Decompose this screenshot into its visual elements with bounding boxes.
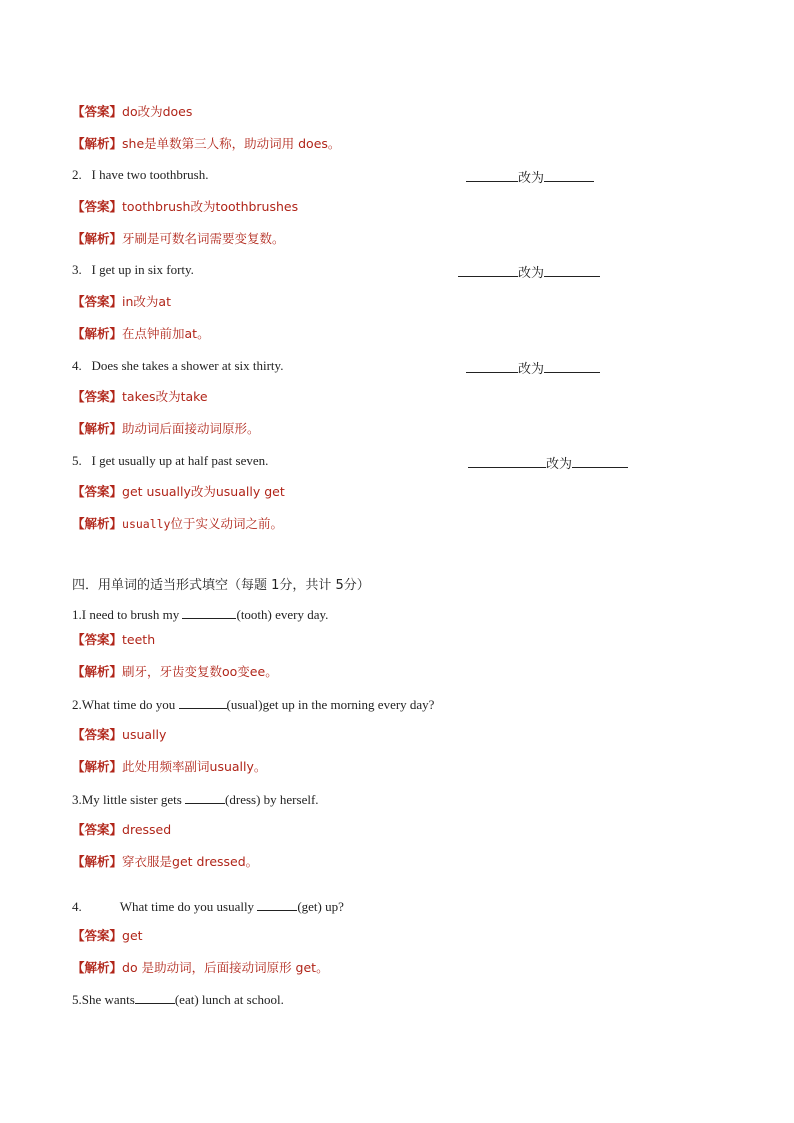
question-text: I get up in six forty. bbox=[91, 262, 194, 277]
question-number: 3. bbox=[72, 262, 82, 277]
question-4 bbox=[72, 358, 283, 374]
blank-right[interactable] bbox=[572, 455, 628, 468]
answer-line-q3 bbox=[72, 822, 171, 838]
analysis-tag: 【解析】 bbox=[72, 136, 123, 151]
blank-left[interactable] bbox=[466, 360, 518, 373]
answer-line-q2 bbox=[72, 727, 166, 743]
question-2 bbox=[72, 167, 208, 183]
fill-blank[interactable] bbox=[179, 696, 227, 709]
analysis-tag: 【解析】 bbox=[72, 421, 123, 436]
answer-tag: 【答案】 bbox=[72, 294, 123, 309]
analysis-tag: 【解析】 bbox=[72, 664, 123, 679]
analysis-text: 在点钟前加at。 bbox=[122, 326, 210, 341]
fill-blank[interactable] bbox=[182, 606, 236, 619]
section-heading: 四．用单词的适当形式填空（每题 1分，共计 5分） bbox=[72, 578, 370, 593]
analysis-text: 刷牙，牙齿变复数oo变ee。 bbox=[122, 664, 278, 679]
analysis-line-4 bbox=[72, 421, 260, 437]
analysis-tag: 【解析】 bbox=[72, 231, 123, 246]
correction-blank-4 bbox=[466, 358, 600, 377]
analysis-keyword: usually bbox=[122, 517, 171, 531]
answer-line-5 bbox=[72, 484, 285, 500]
analysis-tag: 【解析】 bbox=[72, 759, 123, 774]
question-number: 2. bbox=[72, 167, 82, 182]
answer-line-q4 bbox=[72, 928, 143, 944]
question-post: (tooth) every day. bbox=[236, 607, 329, 622]
question-post: (get) up? bbox=[297, 899, 344, 914]
correction-blank-2 bbox=[466, 167, 594, 186]
fill-question-4 bbox=[72, 898, 344, 915]
answer-tag: 【答案】 bbox=[72, 928, 123, 943]
question-5 bbox=[72, 453, 268, 469]
analysis-text: 助动词后面接动词原形。 bbox=[122, 421, 260, 436]
answer-text: dressed bbox=[122, 822, 172, 837]
blank-right[interactable] bbox=[544, 360, 600, 373]
answer-text: in改为at bbox=[122, 294, 171, 309]
analysis-line-q3 bbox=[72, 854, 258, 870]
analysis-text: she是单数第三人称，助动词用 does。 bbox=[122, 136, 341, 151]
answer-text: usually bbox=[122, 727, 167, 742]
answer-tag: 【答案】 bbox=[72, 727, 123, 742]
change-label: 改为 bbox=[518, 361, 545, 376]
change-label: 改为 bbox=[546, 456, 573, 471]
answer-tag: 【答案】 bbox=[72, 389, 123, 404]
fill-blank[interactable] bbox=[185, 791, 225, 804]
analysis-text: 位于实义动词之前。 bbox=[170, 516, 283, 531]
question-pre: 3.My little sister gets bbox=[72, 792, 186, 807]
question-number: 4. bbox=[72, 899, 82, 914]
answer-tag: 【答案】 bbox=[72, 632, 123, 647]
question-pre: 1.I need to brush my bbox=[72, 607, 183, 622]
analysis-tag: 【解析】 bbox=[72, 960, 123, 975]
answer-text: teeth bbox=[122, 632, 156, 647]
analysis-line-3 bbox=[72, 326, 210, 342]
question-number: 4. bbox=[72, 358, 82, 373]
analysis-line-q2 bbox=[72, 759, 266, 775]
analysis-text: 穿衣服是get dressed。 bbox=[122, 854, 259, 869]
question-number: 5. bbox=[72, 453, 82, 468]
correction-blank-5 bbox=[468, 453, 628, 472]
analysis-line-2 bbox=[72, 231, 285, 247]
fill-question-2 bbox=[72, 696, 434, 713]
answer-line-3 bbox=[72, 294, 171, 310]
analysis-line-1 bbox=[72, 136, 340, 152]
question-post: (eat) lunch at school. bbox=[174, 992, 284, 1007]
question-pre: 2.What time do you bbox=[72, 697, 179, 712]
answer-line-2 bbox=[72, 199, 298, 215]
blank-right[interactable] bbox=[544, 169, 594, 182]
fill-question-5 bbox=[72, 991, 284, 1008]
change-label: 改为 bbox=[518, 265, 545, 280]
question-text: I get usually up at half past seven. bbox=[91, 453, 269, 468]
question-post: (usual)get up in the morning every day? bbox=[226, 697, 435, 712]
blank-left[interactable] bbox=[468, 455, 546, 468]
answer-tag: 【答案】 bbox=[72, 484, 123, 499]
answer-text: get bbox=[122, 928, 143, 943]
fill-question-3 bbox=[72, 791, 319, 808]
correction-blank-3 bbox=[458, 262, 600, 281]
answer-line-1 bbox=[72, 104, 192, 120]
fill-blank[interactable] bbox=[135, 991, 175, 1004]
blank-left[interactable] bbox=[466, 169, 518, 182]
analysis-line-q1 bbox=[72, 664, 278, 680]
change-label: 改为 bbox=[518, 170, 545, 185]
answer-tag: 【答案】 bbox=[72, 199, 123, 214]
answer-tag: 【答案】 bbox=[72, 104, 123, 119]
analysis-text: do 是助动词，后面接动词原形 get。 bbox=[122, 960, 329, 975]
blank-left[interactable] bbox=[458, 264, 518, 277]
answer-text: get usually改为usually get bbox=[122, 484, 285, 499]
analysis-line-5 bbox=[72, 516, 283, 532]
question-text: Does she takes a shower at six thirty. bbox=[91, 358, 284, 373]
question-text: I have two toothbrush. bbox=[91, 167, 209, 182]
analysis-text: 牙刷是可数名词需要变复数。 bbox=[122, 231, 285, 246]
answer-text: takes改为take bbox=[122, 389, 208, 404]
question-pre: 5.She wants bbox=[72, 992, 135, 1007]
answer-text: do改为does bbox=[122, 104, 193, 119]
analysis-line-q4 bbox=[72, 960, 329, 976]
fill-blank[interactable] bbox=[257, 898, 297, 911]
answer-text: toothbrush改为toothbrushes bbox=[122, 199, 299, 214]
analysis-tag: 【解析】 bbox=[72, 854, 123, 869]
fill-question-1 bbox=[72, 606, 328, 623]
answer-line-4 bbox=[72, 389, 208, 405]
answer-line-q1 bbox=[72, 632, 155, 648]
blank-right[interactable] bbox=[544, 264, 600, 277]
question-post: (dress) by herself. bbox=[225, 792, 319, 807]
analysis-tag: 【解析】 bbox=[72, 516, 123, 531]
analysis-tag: 【解析】 bbox=[72, 326, 123, 341]
analysis-text: 此处用频率副词usually。 bbox=[122, 759, 267, 774]
answer-tag: 【答案】 bbox=[72, 822, 123, 837]
question-pre: What time do you usually bbox=[119, 899, 258, 914]
question-3 bbox=[72, 262, 194, 278]
